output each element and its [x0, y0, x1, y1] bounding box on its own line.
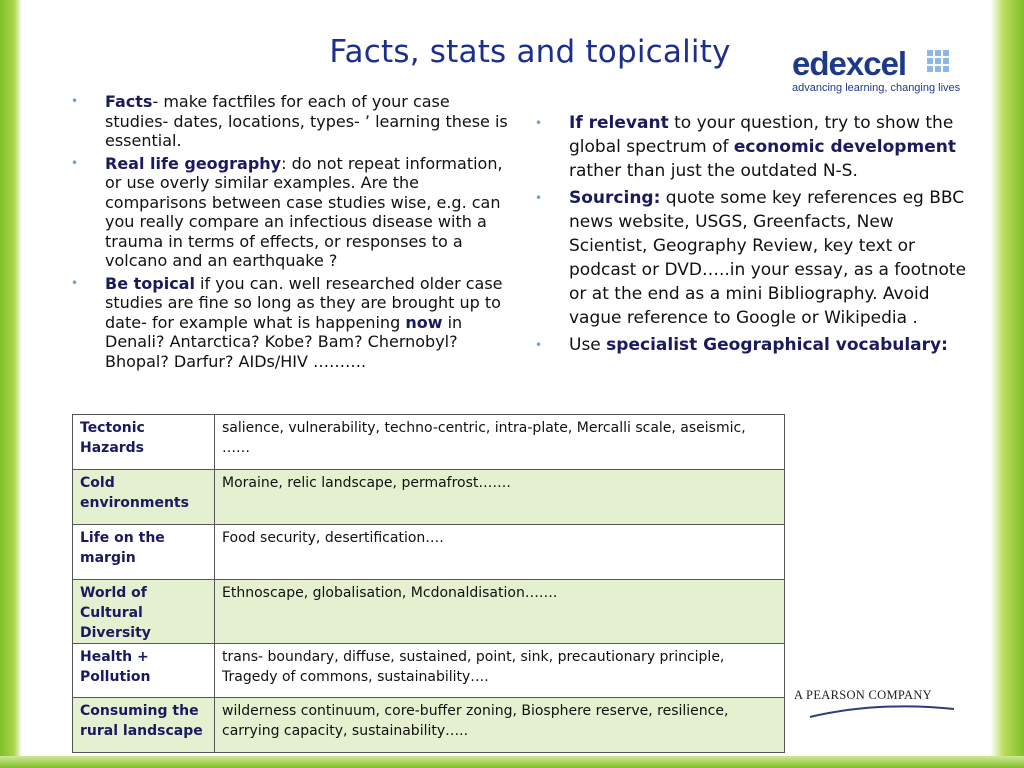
bullet-text: - make factfiles for each of your case studies- dates, locations, types- ’ learning these is essential. — [105, 92, 508, 150]
topic-cell: Cold environments — [73, 470, 215, 525]
bullet-bold: Sourcing: — [569, 188, 661, 208]
table-row — [73, 525, 785, 580]
right-bullet-list — [535, 111, 975, 360]
topic-cell: Consuming the rural landscape — [73, 698, 215, 753]
table-row — [73, 415, 785, 470]
bullet-text: Use — [569, 335, 607, 355]
bullet-bold-economic: economic development — [733, 137, 956, 157]
bullet-facts — [71, 92, 511, 151]
bullet-text: to your question, try to show the global spectrum of — [569, 113, 954, 157]
bullet-bold: Facts — [105, 92, 153, 111]
terms-cell: Moraine, relic landscape, permafrost……. — [215, 470, 785, 525]
bullet-text-cont: rather than just the outdated N-S. — [569, 161, 858, 181]
bullet-if-relevant — [535, 111, 975, 183]
table-row — [73, 470, 785, 525]
bullet-real-life-geography — [71, 154, 511, 271]
bullet-sourcing — [535, 186, 975, 330]
pearson-swoosh-icon — [808, 703, 958, 721]
bullet-text: : do not repeat information, or use overly similar examples. Are the comparisons between case studies wise, e.g. can you really compare an infectious disease with a trauma in terms of effects, or responses to a volcano and an earthquake ? — [105, 153, 503, 270]
left-bullet-list — [71, 92, 511, 374]
bullet-dot-icon: • — [71, 94, 79, 108]
table-row — [73, 644, 785, 698]
bullet-bold: Be topical — [105, 273, 195, 293]
terms-cell: wilderness continuum, core-buffer zoning, Biosphere reserve, resilience, carrying capacity, sustainability….. — [215, 698, 785, 753]
table-row — [73, 698, 785, 753]
bullet-text-cont: in Denali? Antarctica? Kobe? Bam? Chernobyl? Bhopal? Darfur? AIDs/HIV ………. — [105, 312, 463, 371]
logo-wordmark: edexcel — [792, 45, 907, 82]
terms-cell: salience, vulnerability, techno-centric, intra-plate, Mercalli scale, aseismic, …… — [215, 415, 785, 470]
slide-title: Facts, stats and topicality — [329, 34, 731, 70]
pearson-label: A PEARSON COMPANY — [794, 688, 933, 702]
bullet-dot-icon: • — [535, 116, 543, 130]
vocabulary-table — [72, 414, 785, 753]
terms-cell: Food security, desertification…. — [215, 525, 785, 580]
terms-cell: trans- boundary, diffuse, sustained, point, sink, precautionary principle, Tragedy of commons, sustainability…. — [215, 644, 785, 698]
bullet-dot-icon: • — [71, 155, 79, 170]
logo-tagline: advancing learning, changing lives — [792, 82, 961, 94]
logo-grid-icon — [927, 50, 949, 76]
bullet-text: if you can. well researched older case studies are fine so long as they are brought up to date- for example what is happening — [105, 273, 503, 332]
bullet-dot-icon: • — [71, 275, 79, 290]
bullet-vocabulary — [535, 333, 975, 357]
bullet-be-topical — [71, 274, 511, 372]
topic-cell: Health + Pollution — [73, 644, 215, 698]
terms-cell: Ethnoscape, globalisation, Mcdonaldisation……. — [215, 580, 785, 644]
bullet-bold: Real life geography — [105, 153, 282, 173]
bullet-text: quote some key references eg BBC news website, USGS, Greenfacts, New Scientist, Geography Review, key text or podcast or DVD…..in your essay, as a footnote or at the end as a mini Bibliography. Avoid vague reference to Google or Wikipedia . — [569, 188, 967, 328]
bullet-bold: specialist Geographical vocabulary: — [606, 335, 948, 355]
bullet-dot-icon: • — [535, 338, 543, 352]
bullet-dot-icon: • — [535, 191, 543, 205]
bottom-border — [0, 756, 1024, 768]
bullet-bold-now: now — [405, 312, 443, 332]
topic-cell: Life on the margin — [73, 525, 215, 580]
table-row — [73, 580, 785, 644]
topic-cell: Tectonic Hazards — [73, 415, 215, 470]
edexcel-logo — [792, 46, 962, 96]
bullet-bold: If relevant — [569, 113, 669, 133]
topic-cell: World of Cultural Diversity — [73, 580, 215, 644]
